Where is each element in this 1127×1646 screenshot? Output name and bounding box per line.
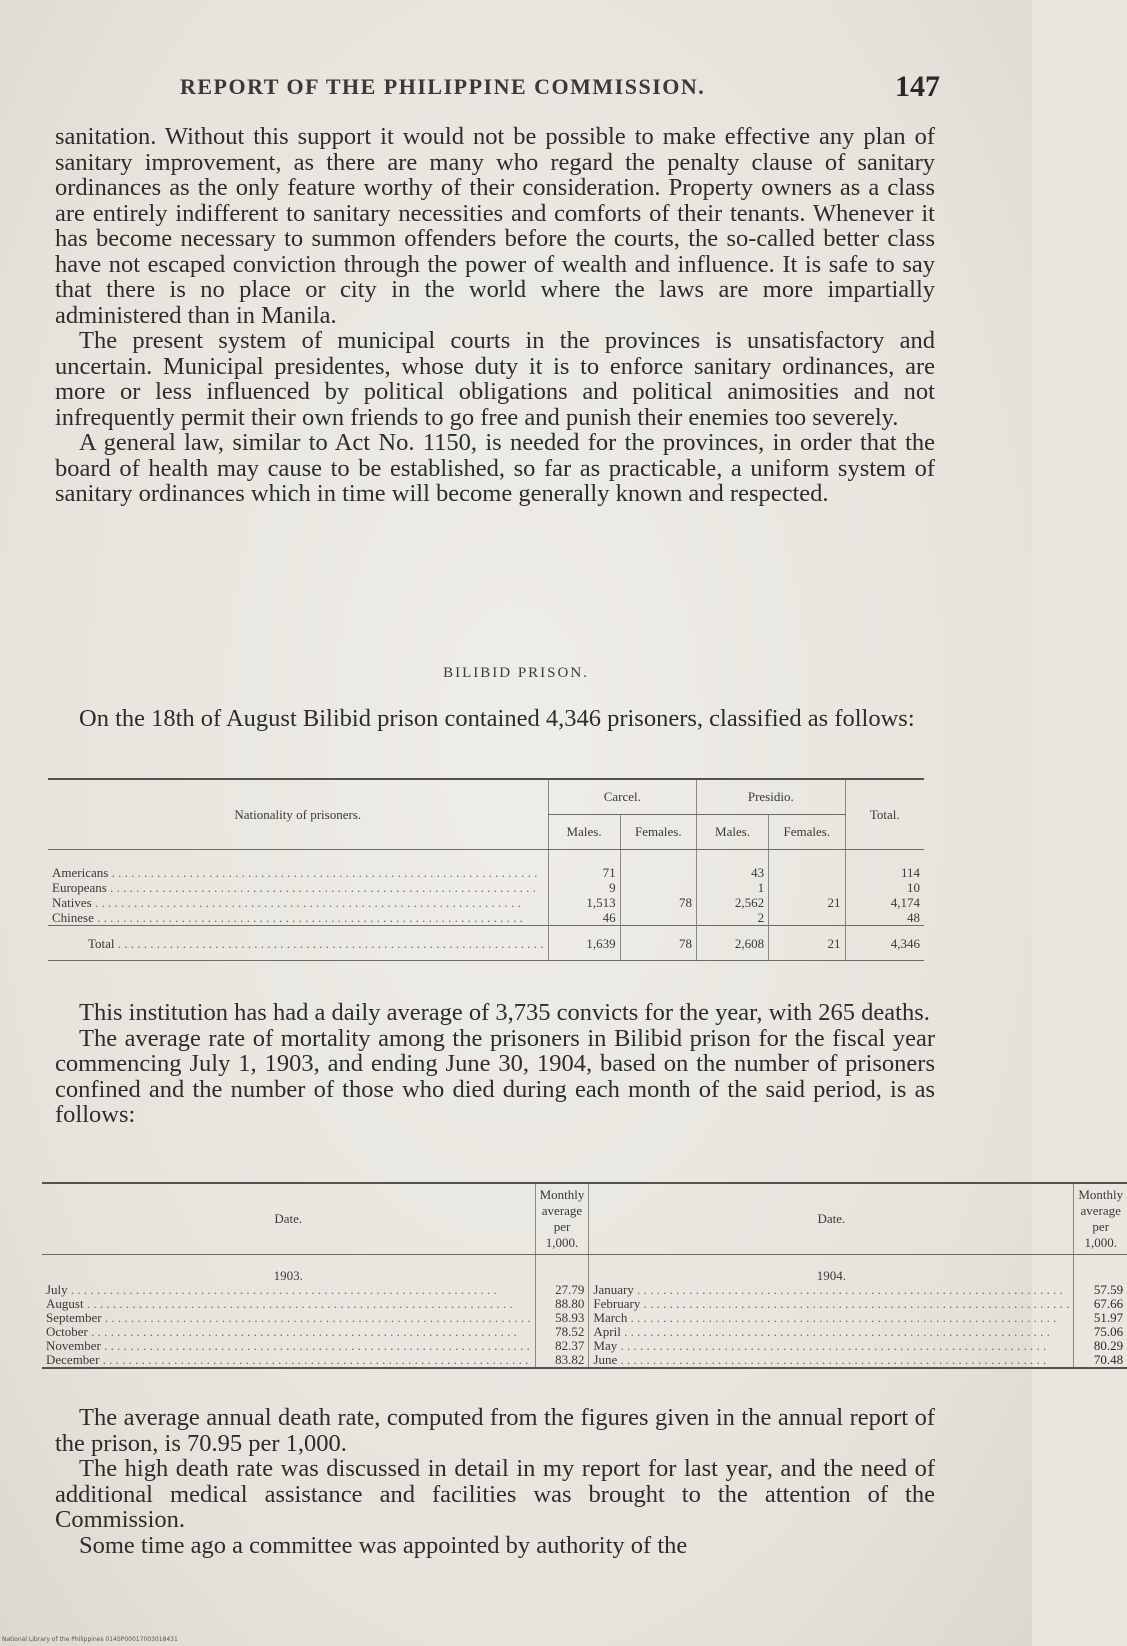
- paragraph-sanitation: sanitation. Without this support it would not be possible to make effective any plan of sanitary improvement, as there are many who regard the penalty clause of sanitary ordinances as the only feature worthy of their consideration. Property owners as a class are entirely indifferent to sanitary necessities and comforts of their tenants. Whenever it has become necessary to summon offenders before the courts, the so-called better class have not escaped conviction through the power of wealth and influence. It is safe to say that there is no place or city in the world where the laws are more impartially administered than in Manila.: [55, 123, 935, 329]
- col-monthly-1903: Monthly average per 1,000.: [535, 1183, 589, 1255]
- body-text-bottom: [55, 1405, 935, 1558]
- running-title: REPORT OF THE PHILIPPINE COMMISSION.: [180, 74, 706, 99]
- table-row: [48, 880, 924, 895]
- cell: 71: [548, 865, 620, 880]
- col-date-1904: Date.: [589, 1183, 1074, 1255]
- section-title: BILIBID PRISON.: [443, 665, 589, 681]
- cell: 70.48: [1074, 1353, 1127, 1368]
- col-carcel: Carcel.: [548, 779, 697, 815]
- month-label: March . . .: [589, 1311, 1074, 1325]
- month-label: November . . .: [42, 1339, 535, 1353]
- col-presidio-females: Females.: [769, 815, 845, 850]
- total-label: Total . . .: [48, 926, 548, 961]
- body-text-prison-intro: [55, 706, 935, 732]
- paragraph-general-law: A general law, similar to Act No. 1150, is needed for the provinces, in order that the board of health may cause to be established, so far as practicable, a uniform system of sanitary ordinances which in time will become generally known and respected.: [55, 429, 935, 507]
- month-label: January . . .: [589, 1283, 1074, 1297]
- cell: 27.79: [535, 1283, 589, 1297]
- year-label-1903: 1903.: [273, 1268, 303, 1283]
- scan-footer: National Library of the Philippines 014SP00017003018431: [2, 1636, 178, 1643]
- paragraph-high-death-rate: The high death rate was discussed in detail in my report for last year, and the need of additional medical assistance and facilities was brought to the attention of the Commission.: [55, 1455, 935, 1533]
- cell: [620, 910, 696, 926]
- cell: 114: [845, 865, 924, 880]
- cell: 57.59: [1074, 1283, 1127, 1297]
- table-row: [42, 1311, 1127, 1325]
- month-label: December . . .: [42, 1353, 535, 1368]
- table-row: [42, 1325, 1127, 1339]
- table-row: [42, 1339, 1127, 1353]
- cell: 1: [697, 880, 769, 895]
- month-label: July . . .: [42, 1283, 535, 1297]
- month-label: April . . .: [589, 1325, 1074, 1339]
- cell: 4,174: [845, 895, 924, 910]
- row-label: Americans . . .: [48, 865, 548, 880]
- cell: 88.80: [535, 1297, 589, 1311]
- month-label: October . . .: [42, 1325, 535, 1339]
- cell: 10: [845, 880, 924, 895]
- cell: 78.52: [535, 1325, 589, 1339]
- paragraph-prison-count: On the 18th of August Bilibid prison contained 4,346 prisoners, classified as follows:: [79, 705, 915, 732]
- cell: 9: [548, 880, 620, 895]
- mortality-table: [42, 1182, 1127, 1369]
- cell: 75.06: [1074, 1325, 1127, 1339]
- paragraph-daily-average: This institution has had a daily average of 3,735 convicts for the year, with 265 deaths.: [79, 999, 930, 1026]
- cell: 2: [697, 910, 769, 926]
- cell: 1,639: [548, 926, 620, 961]
- cell: 21: [769, 895, 845, 910]
- cell: [769, 865, 845, 880]
- body-text-mortality: [55, 1000, 935, 1128]
- paragraph-municipal-courts: The present system of municipal courts in the provinces is unsatisfactory and uncertain. Municipal presidentes, whose duty it is to enforce sanitary ordinances, are more or less influenced by political obligations and political animosities and not infrequently permit their own friends to go free and punish their enemies too severely.: [55, 327, 935, 431]
- cell: 78: [620, 926, 696, 961]
- body-text-top: [55, 124, 935, 507]
- cell: 58.93: [535, 1311, 589, 1325]
- cell: 82.37: [535, 1339, 589, 1353]
- month-label: September . . .: [42, 1311, 535, 1325]
- cell: [769, 910, 845, 926]
- month-label: May . . .: [589, 1339, 1074, 1353]
- cell: 2,562: [697, 895, 769, 910]
- cell: 4,346: [845, 926, 924, 961]
- table-row: [42, 1283, 1127, 1297]
- prisoners-table: [48, 778, 924, 961]
- table-row: [48, 895, 924, 910]
- cell: [620, 865, 696, 880]
- col-date-1903: Date.: [42, 1183, 535, 1255]
- cell: 1,513: [548, 895, 620, 910]
- paragraph-mortality-rate: The average rate of mortality among the prisoners in Bilibid prison for the fiscal year commencing July 1, 1903, and ending June 30, 1904, based on the number of prisoners confined and the number of those who died during each month of the said period, is as follows:: [55, 1024, 935, 1128]
- table-row: [42, 1353, 1127, 1368]
- col-total: Total.: [845, 779, 924, 850]
- paragraph-annual-rate: The average annual death rate, computed from the figures given in the annual report of the prison, is 70.95 per 1,000.: [55, 1404, 935, 1457]
- month-label: August . . .: [42, 1297, 535, 1311]
- row-label: Chinese . . .: [48, 910, 548, 926]
- cell: 80.29: [1074, 1339, 1127, 1353]
- running-head: [180, 70, 940, 110]
- row-label: Natives . . .: [48, 895, 548, 910]
- cell: 46: [548, 910, 620, 926]
- paragraph-committee: Some time ago a committee was appointed by authority of the: [79, 1531, 688, 1559]
- cell: 83.82: [535, 1353, 589, 1368]
- total-row: [48, 926, 924, 961]
- col-carcel-males: Males.: [548, 815, 620, 850]
- cell: 2,608: [697, 926, 769, 961]
- cell: 21: [769, 926, 845, 961]
- table-row: [48, 910, 924, 926]
- cell: 43: [697, 865, 769, 880]
- cell: 48: [845, 910, 924, 926]
- month-label: February . . .: [589, 1297, 1074, 1311]
- col-monthly-1904: Monthly average per 1,000.: [1074, 1183, 1127, 1255]
- table-row: [48, 865, 924, 880]
- row-label: Europeans . . .: [48, 880, 548, 895]
- cell: 51.97: [1074, 1311, 1127, 1325]
- col-presidio-males: Males.: [697, 815, 769, 850]
- page-number: 147: [895, 70, 940, 103]
- cell: 67.66: [1074, 1297, 1127, 1311]
- month-label: June . . .: [589, 1353, 1074, 1368]
- col-carcel-females: Females.: [620, 815, 696, 850]
- year-label-1904: 1904.: [589, 1255, 1074, 1284]
- table-row: [42, 1297, 1127, 1311]
- cell: [769, 880, 845, 895]
- col-nationality: Nationality of prisoners.: [48, 779, 548, 850]
- col-presidio: Presidio.: [697, 779, 846, 815]
- cell: [620, 880, 696, 895]
- cell: 78: [620, 895, 696, 910]
